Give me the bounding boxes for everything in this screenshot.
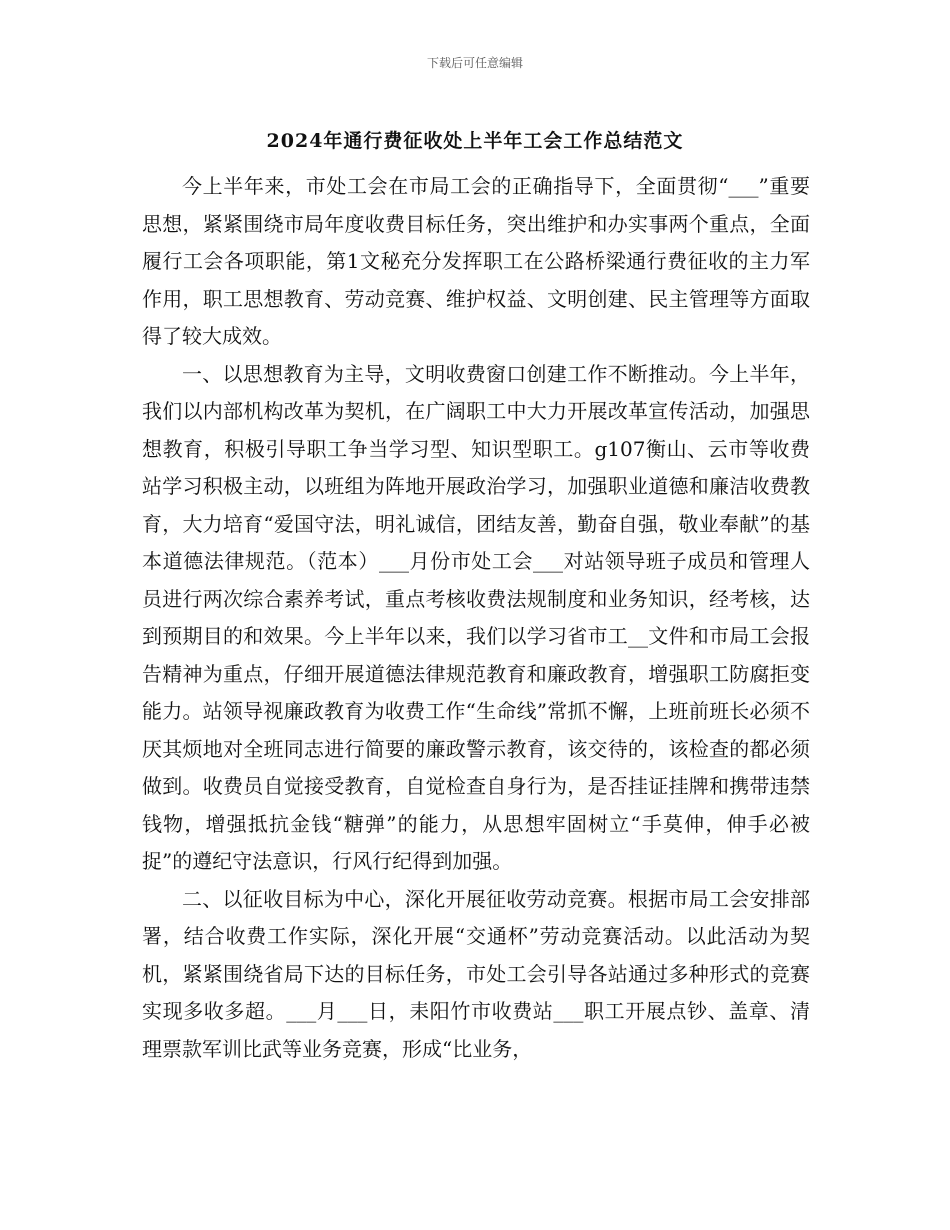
paragraph-section-2: 二、以征收目标为中心，深化开展征收劳动竞赛。根据市局工会安排部署，结合收费工作实际，深化开展“交通杯”劳动竞赛活动。以此活动为契机，紧紧围绕省局下达的目标任务，市处工会引导各站通过多种形式的竞赛实现多收多超。___月___日，耒阳竹市收费站___职工开展点钞、盖章、清理票款军训比武等业务竞赛，形成“比业务，: [142, 886, 810, 1061]
paragraph-intro: 今上半年来，市处工会在市局工会的正确指导下，全面贯彻“___”重要思想，紧紧围绕市局年度收费目标任务，突出维护和办实事两个重点，全面履行工会各项职能，第1文秘充分发挥职工在公路桥梁通行费征收的主力军作用，职工思想教育、劳动竞赛、维护权益、文明创建、民主管理等方面取得了较大成效。: [142, 174, 810, 348]
paragraph-section-1: 一、以思想教育为主导，文明收费窗口创建工作不断推动。今上半年，我们以内部机构改革为契机，在广阔职工中大力开展改革宣传活动，加强思想教育，积极引导职工争当学习型、知识型职工。g107衡山、云市等收费站学习积极主动，以班组为阵地开展政治学习，加强职业道德和廉洁收费教育，大力培育“爱国守法，明礼诚信，团结友善，勤奋自强，敬业奉献”的基本道德法律规范。（范本）___月份市处工会___对站领导班子成员和管理人员进行两次综合素养考试，重点考核收费法规制度和业务知识，经考核，达到预期目的和效果。今上半年以来，我们以学习省市工__文件和市局工会报告精神为重点，仔细开展道德法律规范教育和廉政教育，增强职工防腐拒变能力。站领导视廉政教育为收费工作“生命线”常抓不懈，上班前班长必须不厌其烦地对全班同志进行简要的廉政警示教育，该交待的，该检查的都必须做到。收费员自觉接受教育，自觉检查自身行为，是否挂证挂牌和携带违禁钱物，增强抵抗金钱“糖弹”的能力，从思想牢固树立“手莫伸，伸手必被捉”的遵纪守法意识，行风行纪得到加强。: [142, 361, 810, 873]
document-body: [142, 168, 810, 1068]
header-note: 下载后可任意编辑: [426, 56, 523, 70]
document-title: 2024年通行费征收处上半年工会工作总结范文: [266, 130, 684, 152]
